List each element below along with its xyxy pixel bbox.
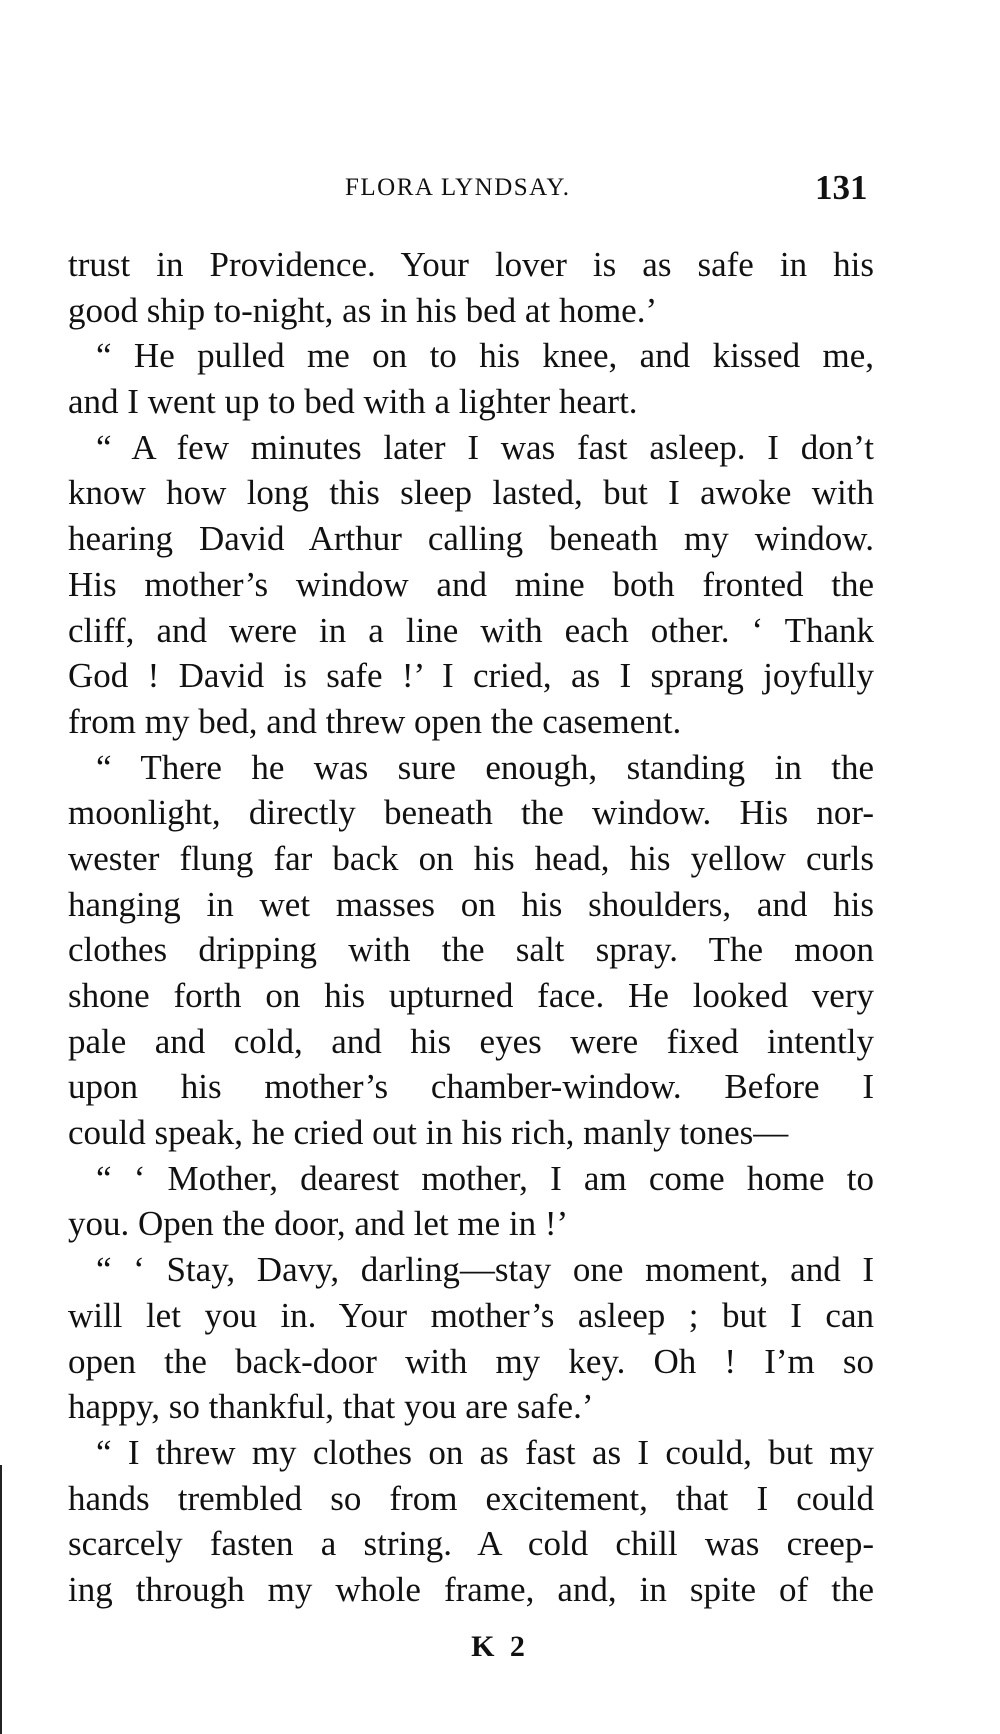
text-line: God ! David is safe !’ I cried, as I sprang joyfully [68,656,874,696]
text-line: ing through my whole frame, and, in spite of the [68,1569,874,1609]
text-line: you. Open the door, and let me in !’ [68,1204,569,1244]
body-text [68,242,874,1613]
text-line: know how long this sleep lasted, but I awoke with [68,473,874,513]
text-line: “ He pulled me on to his knee, and kissed me, [96,336,874,376]
text-line: hearing David Arthur calling beneath my window. [68,519,874,559]
text-line: hanging in wet masses on his shoulders, and his [68,884,874,924]
text-line: clothes dripping with the salt spray. The moon [68,930,874,970]
text-line: from my bed, and threw open the casement. [68,701,682,741]
gutter-edge-line [0,1465,2,1734]
text-line: happy, so thankful, that you are safe.’ [68,1387,594,1427]
running-title: FLORA LYNDSAY. [345,174,571,201]
text-line: His mother’s window and mine both fronted the [68,564,874,604]
text-line: pale and cold, and his eyes were fixed intently [68,1021,874,1061]
text-line: will let you in. Your mother’s asleep ; but I can [68,1295,874,1335]
text-line: hands trembled so from excitement, that I could [68,1478,874,1518]
text-line: open the back-door with my key. Oh ! I’m so [68,1341,874,1381]
text-line: scarcely fasten a string. A cold chill was creep- [68,1524,874,1564]
text-line: moonlight, directly beneath the window. His nor- [68,793,874,833]
text-line: “ A few minutes later I was fast asleep. I don’t [96,427,874,467]
text-line: wester flung far back on his head, his yellow curls [68,838,874,878]
signature-mark: K 2 [471,1630,529,1663]
text-line: “ ‘ Mother, dearest mother, I am come home to [96,1158,874,1198]
text-line: good ship to-night, as in his bed at home.’ [68,290,658,330]
text-line: and I went up to bed with a lighter heart. [68,382,638,422]
text-line: could speak, he cried out in his rich, manly tones— [68,1113,789,1153]
text-line: trust in Providence. Your lover is as safe in his [68,245,874,284]
text-line: cliff, and were in a line with each other. ‘ Thank [68,610,874,650]
text-line: upon his mother’s chamber-window. Before I [68,1067,874,1107]
text-line: “ There he was sure enough, standing in the [96,747,874,787]
text-line: “ I threw my clothes on as fast as I could, but my [96,1432,874,1472]
running-head [0,168,1000,212]
text-line: shone forth on his upturned face. He looked very [68,976,874,1015]
page-number: 131 [815,168,868,207]
text-line: “ ‘ Stay, Davy, darling—stay one moment, and I [96,1250,874,1290]
